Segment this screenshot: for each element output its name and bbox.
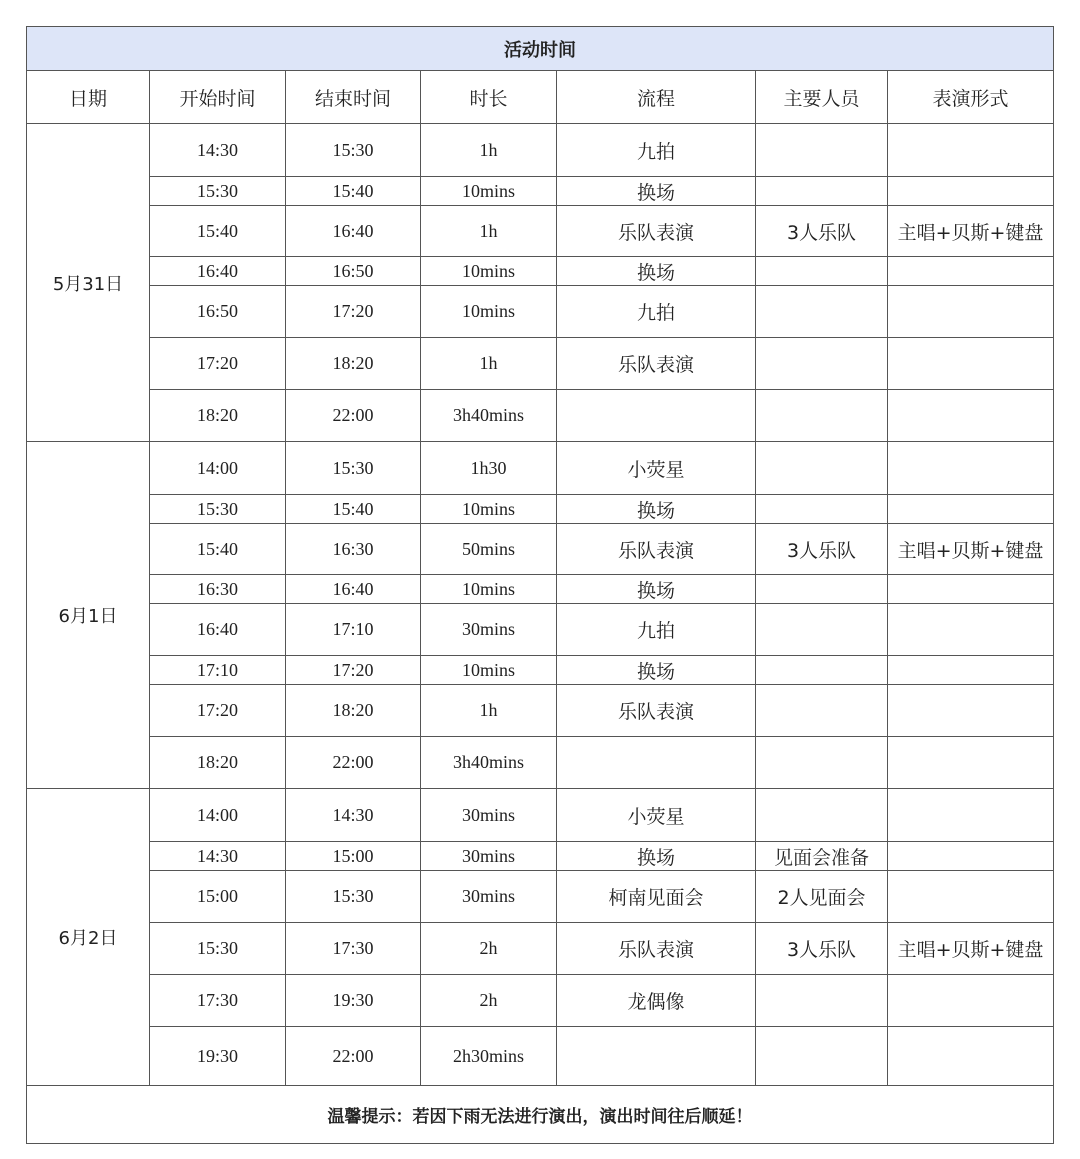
header-duration: 时长	[421, 71, 557, 124]
end-time-cell: 16:40	[286, 206, 421, 257]
program-cell: 换场	[557, 257, 756, 286]
end-time-cell: 15:30	[286, 442, 421, 495]
staff-cell: 3人乐队	[756, 206, 888, 257]
start-time-cell: 18:20	[150, 737, 286, 789]
staff-cell	[756, 124, 888, 177]
duration-cell: 1h	[421, 338, 557, 390]
duration-cell: 2h30mins	[421, 1027, 557, 1086]
start-time-cell: 14:30	[150, 124, 286, 177]
end-time-cell: 22:00	[286, 390, 421, 442]
program-cell: 换场	[557, 177, 756, 206]
form-cell	[888, 177, 1054, 206]
program-cell: 乐队表演	[557, 206, 756, 257]
end-time-cell: 17:10	[286, 604, 421, 656]
table-row	[27, 442, 1054, 495]
program-cell: 龙偶像	[557, 975, 756, 1027]
form-cell	[888, 842, 1054, 871]
program-cell: 柯南见面会	[557, 871, 756, 923]
start-time-cell: 15:40	[150, 524, 286, 575]
end-time-cell: 16:30	[286, 524, 421, 575]
program-cell: 换场	[557, 656, 756, 685]
date-cell: 5月31日	[27, 124, 150, 442]
start-time-cell: 14:30	[150, 842, 286, 871]
duration-cell: 1h30	[421, 442, 557, 495]
duration-cell: 30mins	[421, 842, 557, 871]
table-row	[27, 923, 1054, 975]
table-row	[27, 575, 1054, 604]
header-date: 日期	[27, 71, 150, 124]
start-time-cell: 15:30	[150, 177, 286, 206]
staff-cell	[756, 390, 888, 442]
form-cell	[888, 442, 1054, 495]
date-cell: 6月2日	[27, 789, 150, 1086]
form-cell: 主唱+贝斯+键盘	[888, 206, 1054, 257]
table-row	[27, 524, 1054, 575]
table-row	[27, 1027, 1054, 1086]
duration-cell: 2h	[421, 923, 557, 975]
start-time-cell: 15:00	[150, 871, 286, 923]
header-start-time: 开始时间	[150, 71, 286, 124]
start-time-cell: 17:30	[150, 975, 286, 1027]
duration-cell: 30mins	[421, 871, 557, 923]
form-cell	[888, 338, 1054, 390]
table-row	[27, 338, 1054, 390]
schedule-table	[26, 26, 1054, 1144]
staff-cell: 3人乐队	[756, 923, 888, 975]
end-time-cell: 16:40	[286, 575, 421, 604]
table-row	[27, 206, 1054, 257]
program-cell	[557, 737, 756, 789]
form-cell: 主唱+贝斯+键盘	[888, 524, 1054, 575]
form-cell	[888, 871, 1054, 923]
end-time-cell: 15:40	[286, 177, 421, 206]
start-time-cell: 16:50	[150, 286, 286, 338]
start-time-cell: 15:40	[150, 206, 286, 257]
form-cell	[888, 975, 1054, 1027]
table-row	[27, 177, 1054, 206]
end-time-cell: 18:20	[286, 338, 421, 390]
staff-cell	[756, 737, 888, 789]
staff-cell	[756, 442, 888, 495]
program-cell: 九拍	[557, 124, 756, 177]
staff-cell	[756, 177, 888, 206]
form-cell	[888, 1027, 1054, 1086]
start-time-cell: 15:30	[150, 923, 286, 975]
end-time-cell: 17:20	[286, 286, 421, 338]
end-time-cell: 15:40	[286, 495, 421, 524]
start-time-cell: 15:30	[150, 495, 286, 524]
staff-cell	[756, 286, 888, 338]
end-time-cell: 22:00	[286, 1027, 421, 1086]
end-time-cell: 14:30	[286, 789, 421, 842]
start-time-cell: 18:20	[150, 390, 286, 442]
duration-cell: 10mins	[421, 177, 557, 206]
program-cell: 九拍	[557, 286, 756, 338]
duration-cell: 2h	[421, 975, 557, 1027]
table-row	[27, 975, 1054, 1027]
staff-cell	[756, 257, 888, 286]
staff-cell	[756, 975, 888, 1027]
header-staff: 主要人员	[756, 71, 888, 124]
program-cell: 小荧星	[557, 442, 756, 495]
staff-cell	[756, 495, 888, 524]
end-time-cell: 19:30	[286, 975, 421, 1027]
table-row	[27, 124, 1054, 177]
table-row	[27, 495, 1054, 524]
program-cell	[557, 1027, 756, 1086]
start-time-cell: 19:30	[150, 1027, 286, 1086]
form-cell	[888, 737, 1054, 789]
end-time-cell: 17:20	[286, 656, 421, 685]
form-cell	[888, 604, 1054, 656]
table-row	[27, 789, 1054, 842]
form-cell	[888, 390, 1054, 442]
table-row	[27, 604, 1054, 656]
start-time-cell: 16:40	[150, 604, 286, 656]
program-cell: 换场	[557, 495, 756, 524]
duration-cell: 10mins	[421, 575, 557, 604]
program-cell: 乐队表演	[557, 685, 756, 737]
end-time-cell: 16:50	[286, 257, 421, 286]
form-cell	[888, 257, 1054, 286]
form-cell	[888, 685, 1054, 737]
start-time-cell: 14:00	[150, 442, 286, 495]
program-cell: 九拍	[557, 604, 756, 656]
end-time-cell: 17:30	[286, 923, 421, 975]
staff-cell	[756, 789, 888, 842]
program-cell: 换场	[557, 575, 756, 604]
program-cell: 换场	[557, 842, 756, 871]
start-time-cell: 17:10	[150, 656, 286, 685]
end-time-cell: 15:00	[286, 842, 421, 871]
table-row	[27, 842, 1054, 871]
staff-cell	[756, 656, 888, 685]
end-time-cell: 18:20	[286, 685, 421, 737]
staff-cell: 见面会准备	[756, 842, 888, 871]
program-cell	[557, 390, 756, 442]
schedule-body	[27, 124, 1054, 1086]
table-row	[27, 685, 1054, 737]
program-cell: 小荧星	[557, 789, 756, 842]
duration-cell: 1h	[421, 206, 557, 257]
form-cell	[888, 124, 1054, 177]
program-cell: 乐队表演	[557, 524, 756, 575]
staff-cell: 3人乐队	[756, 524, 888, 575]
staff-cell	[756, 575, 888, 604]
form-cell	[888, 575, 1054, 604]
start-time-cell: 17:20	[150, 685, 286, 737]
table-row	[27, 871, 1054, 923]
table-row	[27, 390, 1054, 442]
form-cell	[888, 286, 1054, 338]
duration-cell: 10mins	[421, 257, 557, 286]
duration-cell: 1h	[421, 124, 557, 177]
table-row	[27, 656, 1054, 685]
end-time-cell: 15:30	[286, 124, 421, 177]
table-row	[27, 257, 1054, 286]
staff-cell: 2人见面会	[756, 871, 888, 923]
start-time-cell: 17:20	[150, 338, 286, 390]
table-row	[27, 737, 1054, 789]
header-row	[27, 71, 1054, 124]
form-cell	[888, 656, 1054, 685]
form-cell	[888, 789, 1054, 842]
staff-cell	[756, 604, 888, 656]
table-title: 活动时间	[27, 27, 1054, 71]
staff-cell	[756, 1027, 888, 1086]
footer-note: 温馨提示：若因下雨无法进行演出，演出时间往后顺延！	[27, 1086, 1054, 1144]
table-row	[27, 286, 1054, 338]
start-time-cell: 14:00	[150, 789, 286, 842]
duration-cell: 10mins	[421, 495, 557, 524]
duration-cell: 30mins	[421, 789, 557, 842]
program-cell: 乐队表演	[557, 338, 756, 390]
duration-cell: 3h40mins	[421, 737, 557, 789]
end-time-cell: 15:30	[286, 871, 421, 923]
start-time-cell: 16:30	[150, 575, 286, 604]
start-time-cell: 16:40	[150, 257, 286, 286]
staff-cell	[756, 338, 888, 390]
program-cell: 乐队表演	[557, 923, 756, 975]
duration-cell: 50mins	[421, 524, 557, 575]
duration-cell: 10mins	[421, 656, 557, 685]
duration-cell: 10mins	[421, 286, 557, 338]
staff-cell	[756, 685, 888, 737]
header-form: 表演形式	[888, 71, 1054, 124]
duration-cell: 3h40mins	[421, 390, 557, 442]
form-cell: 主唱+贝斯+键盘	[888, 923, 1054, 975]
header-program: 流程	[557, 71, 756, 124]
form-cell	[888, 495, 1054, 524]
duration-cell: 1h	[421, 685, 557, 737]
header-end-time: 结束时间	[286, 71, 421, 124]
date-cell: 6月1日	[27, 442, 150, 789]
end-time-cell: 22:00	[286, 737, 421, 789]
duration-cell: 30mins	[421, 604, 557, 656]
